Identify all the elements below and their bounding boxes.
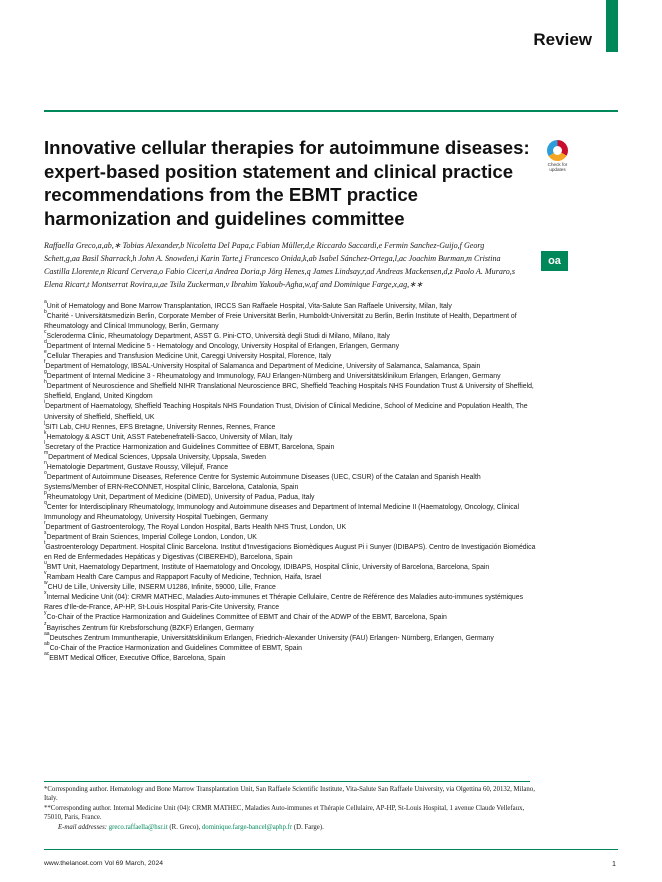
affiliation-item [44,419,536,433]
affiliation-marker: c [44,329,47,336]
affiliation-item [44,489,536,503]
affiliation-text: Cellular Therapies and Transfusion Medicine Unit, Careggi University Hospital, Florence, Italy [46,353,332,361]
email-link-greco[interactable]: greco.raffaella@hsr.it [108,823,168,831]
footer-divider [44,849,618,850]
affiliation-item [44,459,536,473]
affiliation-text: Department of Gastroenterology, The Royal London Hospital, Barts Health NHS Trust, London, UK [45,524,347,532]
email-link-farge[interactable]: dominique.farge-bancel@aphp.fr [201,823,293,831]
affiliation-marker: i [44,399,46,406]
email-owner-farge: (D. Farge). [293,823,324,831]
affiliation-marker: l [44,439,46,446]
affiliation-marker: f [44,359,46,366]
affiliation-item [44,349,536,362]
affiliation-marker: j [44,419,46,426]
affiliation-item [44,339,536,352]
affiliation-text: Department of Internal Medicine 3 - Rheumatology and Immunology, FAU Erlangen-Nürnberg and Universitätsklinikum Erlangen, Erlangen, Germany [46,373,501,381]
affiliation-marker: n [44,459,47,466]
affiliation-item [44,369,536,382]
affiliation-marker: q [44,499,47,506]
affiliation-item [44,499,536,523]
affiliation-marker: aa [44,630,50,637]
affiliation-item [44,630,536,644]
affiliation-item [44,640,536,654]
affiliation-list [44,299,536,664]
affiliation-item [44,379,536,402]
affiliation-text: Department of Medical Sciences, Uppsala University, Uppsala, Sweden [48,453,266,461]
affiliation-marker: y [44,610,47,617]
affiliation-marker: r [44,520,46,527]
affiliation-text: Co-Chair of the Practice Harmonization and Guidelines Committee of EBMT, Spain [49,644,302,652]
affiliation-marker: t [44,540,46,547]
affiliation-marker: b [44,309,47,316]
affiliation-text: Center for Interdisciplinary Rheumatology, Immunology and Autoimmune diseases and Department of Internal Medicine II (Haematology, Oncology, Clinical Immunology and Rheumatology, University Hospital Tuebingen, Germany [44,503,520,521]
affiliation-item [44,580,536,593]
affiliation-marker: u [44,560,47,567]
author-list: Raffaella Greco,a,ab,∗ Tobias Alexander,b Nicoletta Del Papa,c Fabian Müller,d,e Riccardo Saccardi,e Fermin Sanchez-Guijo,f Georg Schett,g,aa Basil Sharrack,h John A. Snowden,i Karin Tarte,j Francesco Onida,k,ab Isabel Sánchez-Ortega,l,ac Joachim Burman,m Cristina Castilla Llorente,n Ricard Cervera,o Fabio Ciceri,a Andrea Doria,p Jörg Henes,q James Lindsay,r,ad Andreas Mackensen,d,z Paolo A. Muraro,s Elena Ricart,t Montserrat Rovira,u,ae Tsila Zuckerman,v Ibrahim Yakoub-Agha,w,af and Dominique Farge,x,ag,∗∗ [44,241,515,290]
affiliation-item [44,399,536,422]
email-owner-greco: (R. Greco), [169,823,201,831]
affiliation-item [44,329,536,342]
correspondence-block [44,785,536,832]
affiliation-item [44,620,536,634]
article-title: Innovative cellular therapies for autoimmune diseases: expert-based position statement and clinical practice recommendations from the EBMT practice harmonization and guidelines committee [44,137,530,229]
email-line [44,823,536,832]
affiliation-text: Deutsches Zentrum Immuntherapie, Universitätsklinikum Erlangen, Friedrich-Alexander University (FAU) Erlangen- Nürnberg, Erlangen, Germany [49,634,494,642]
corresponding-author-2: **Corresponding author. Internal Medicine Unit (04): CRMR MATHEC, Maladies Auto-immunes et Thérapie Cellulaire, AP-HP, St-Louis Hospital, 1 avenue Claude Vellefaux, 75010, Paris, France. [44,804,525,822]
affiliation-marker: v [44,570,47,577]
crossmark-badge[interactable] [542,140,573,171]
affiliation-marker: k [44,429,47,436]
email-label: E-mail addresses: [58,823,108,831]
affiliation-text: Department of Brain Sciences, Imperial College London, London, UK [46,534,257,542]
affiliation-text: Gastroenterology Department. Hospital Clinic Barcelona. Institut d'Investigacions Biomèdiques August Pi i Sunyer (IDIBAPS). Centro de Investigación Biomédica en Red de Enfermedades Hepáticas y Digestivas (CIBEREHD), Barcelona, Spain [44,544,536,562]
affiliation-text: Charité - Universitätsmedizin Berlin, Corporate Member of Freie Universität Berlin, Humboldt-Universität zu Berlin, Berlin Institute of Health, Department of Rheumatology and Clinical Immunology, Berlin, Germany [44,313,517,331]
corresponding-author-1: *Corresponding author. Hematology and Bone Marrow Transplantation Unit, San Raffaele Scientific Institute, Vita-Salute San Raffaele University, via Olgettina 60, 20132, Milano, Italy. [44,786,535,803]
affiliation-marker: ac [44,650,50,657]
affiliation-text: Co-Chair of the Practice Harmonization and Guidelines Committee of EBMT and Chair of the ADWP of the EBMT, Barcelona, Spain [46,614,447,622]
open-access-badge: oa [541,251,568,271]
affiliation-item [44,299,536,312]
affiliation-item [44,650,536,664]
correspondence-divider [44,781,530,782]
affiliation-marker: h [44,379,47,386]
affiliation-text: Unit of Hematology and Bone Marrow Transplantation, IRCCS San Raffaele Hospital, Vita-Salute San Raffaele University, Milan, Italy [46,303,452,310]
affiliation-text: Bayrisches Zentrum für Krebsforschung (BZKF) Erlangen, Germany [46,624,254,632]
affiliation-item [44,560,536,573]
affiliation-marker: x [44,590,47,597]
affiliation-marker: g [44,369,47,376]
affiliation-text: Department of Haematology, Sheffield Teaching Hospitals NHS Foundation Trust, Division of Clinical Medicine, School of Medicine and Population Health, The University of Sheffield, Sheffield, UK [44,403,528,421]
affiliation-text: Hematologie Department, Gustave Roussy, Villejuif, France [46,463,229,471]
affiliation-marker: e [44,349,47,356]
affiliation-text: Secretary of the Practice Harmonization and Guidelines Committee of EBMT, Barcelona, Spain [45,443,335,451]
affiliation-marker: d [44,339,47,346]
affiliation-text: CHU de Lille, University Lille, INSERM U1286, Infinite, 59000, Lille, France [47,584,276,592]
affiliation-text: Scleroderma Clinic, Rheumatology Department, ASST G. Pini-CTO, Università degli Studi di Milano, Milano, Italy [46,333,390,341]
affiliation-text: Department of Internal Medicine 5 - Hematology and Oncology, University Hospital of Erlangen, Erlangen, Germany [46,343,400,351]
affiliation-marker: w [44,580,48,587]
affiliation-text: Rheumatology Unit, Department of Medicine (DiMED), University of Padua, Padua, Italy [46,493,315,501]
page-number: 1 [612,859,616,868]
affiliation-item [44,429,536,443]
affiliation-marker: m [44,449,49,456]
affiliation-text: SITI Lab, CHU Rennes, EFS Bretagne, University Rennes, Rennes, France [45,423,276,431]
crossmark-icon [547,140,568,161]
header-divider [44,110,618,112]
affiliation-marker: ab [44,640,50,647]
affiliation-item [44,590,536,613]
affiliation-marker: z [44,620,47,627]
affiliation-item [44,530,536,543]
affiliation-text: Rambam Health Care Campus and Rappaport Faculty of Medicine, Technion, Haifa, Israel [46,574,322,582]
journal-footer: www.thelancet.com Vol 69 March, 2024 [44,860,164,867]
affiliation-item [44,449,536,463]
affiliation-text: Department of Hematology, IBSAL-University Hospital of Salamanca and Department of Medicine, University of Salamanca, Salamanca, Spain [45,363,481,371]
affiliation-text: Hematology & ASCT Unit, ASST Fatebenefratelli-Sacco, University of Milan, Italy [46,433,293,441]
affiliation-item [44,540,536,563]
affiliation-item [44,359,536,372]
affiliation-text: Department of Neuroscience and Sheffield NIHR Translational Neuroscience BRC, Sheffield Teaching Hospitals NHS Foundation Trust & University of Sheffield, Sheffield, England, United Kingdom [44,383,534,401]
affiliation-marker: a [44,299,47,305]
affiliation-marker: s [44,530,47,537]
affiliation-item [44,439,536,453]
affiliation-marker: p [44,489,47,496]
affiliation-text: Internal Medicine Unit (04): CRMR MATHEC, Maladies Auto-immunes et Thérapie Cellulaire, Centre de Référence des Maladies auto-immunes systémiques Rares d'Ile-de-France, AP-HP, St-Louis Hospital Paris-Cite University, France [44,594,524,612]
affiliation-marker: o [44,469,47,476]
crossmark-text: Check for updates [547,162,568,172]
affiliation-item [44,520,536,533]
section-label: Review [533,30,592,49]
affiliation-item [44,610,536,623]
section-color-tab [606,0,618,52]
affiliation-text: EBMT Medical Officer, Executive Office, Barcelona, Spain [49,654,226,662]
affiliation-item [44,570,536,583]
affiliation-text: BMT Unit, Haematology Department, Institute of Haematology and Oncology, IDIBAPS, Hospital Clinic, University of Barcelona, Barcelona, Spain [46,564,490,572]
affiliation-item [44,469,536,493]
affiliation-text: Department of Autoimmune Diseases, Reference Centre for Systemic Autoimmune Diseases (UEC, CSUR) of the Catalan and Spanish Health Systems/Member of ERN-ReCONNET, Hospital Clínic, Barcelona, Catalonia, Spain [44,473,481,491]
affiliation-item [44,309,536,332]
